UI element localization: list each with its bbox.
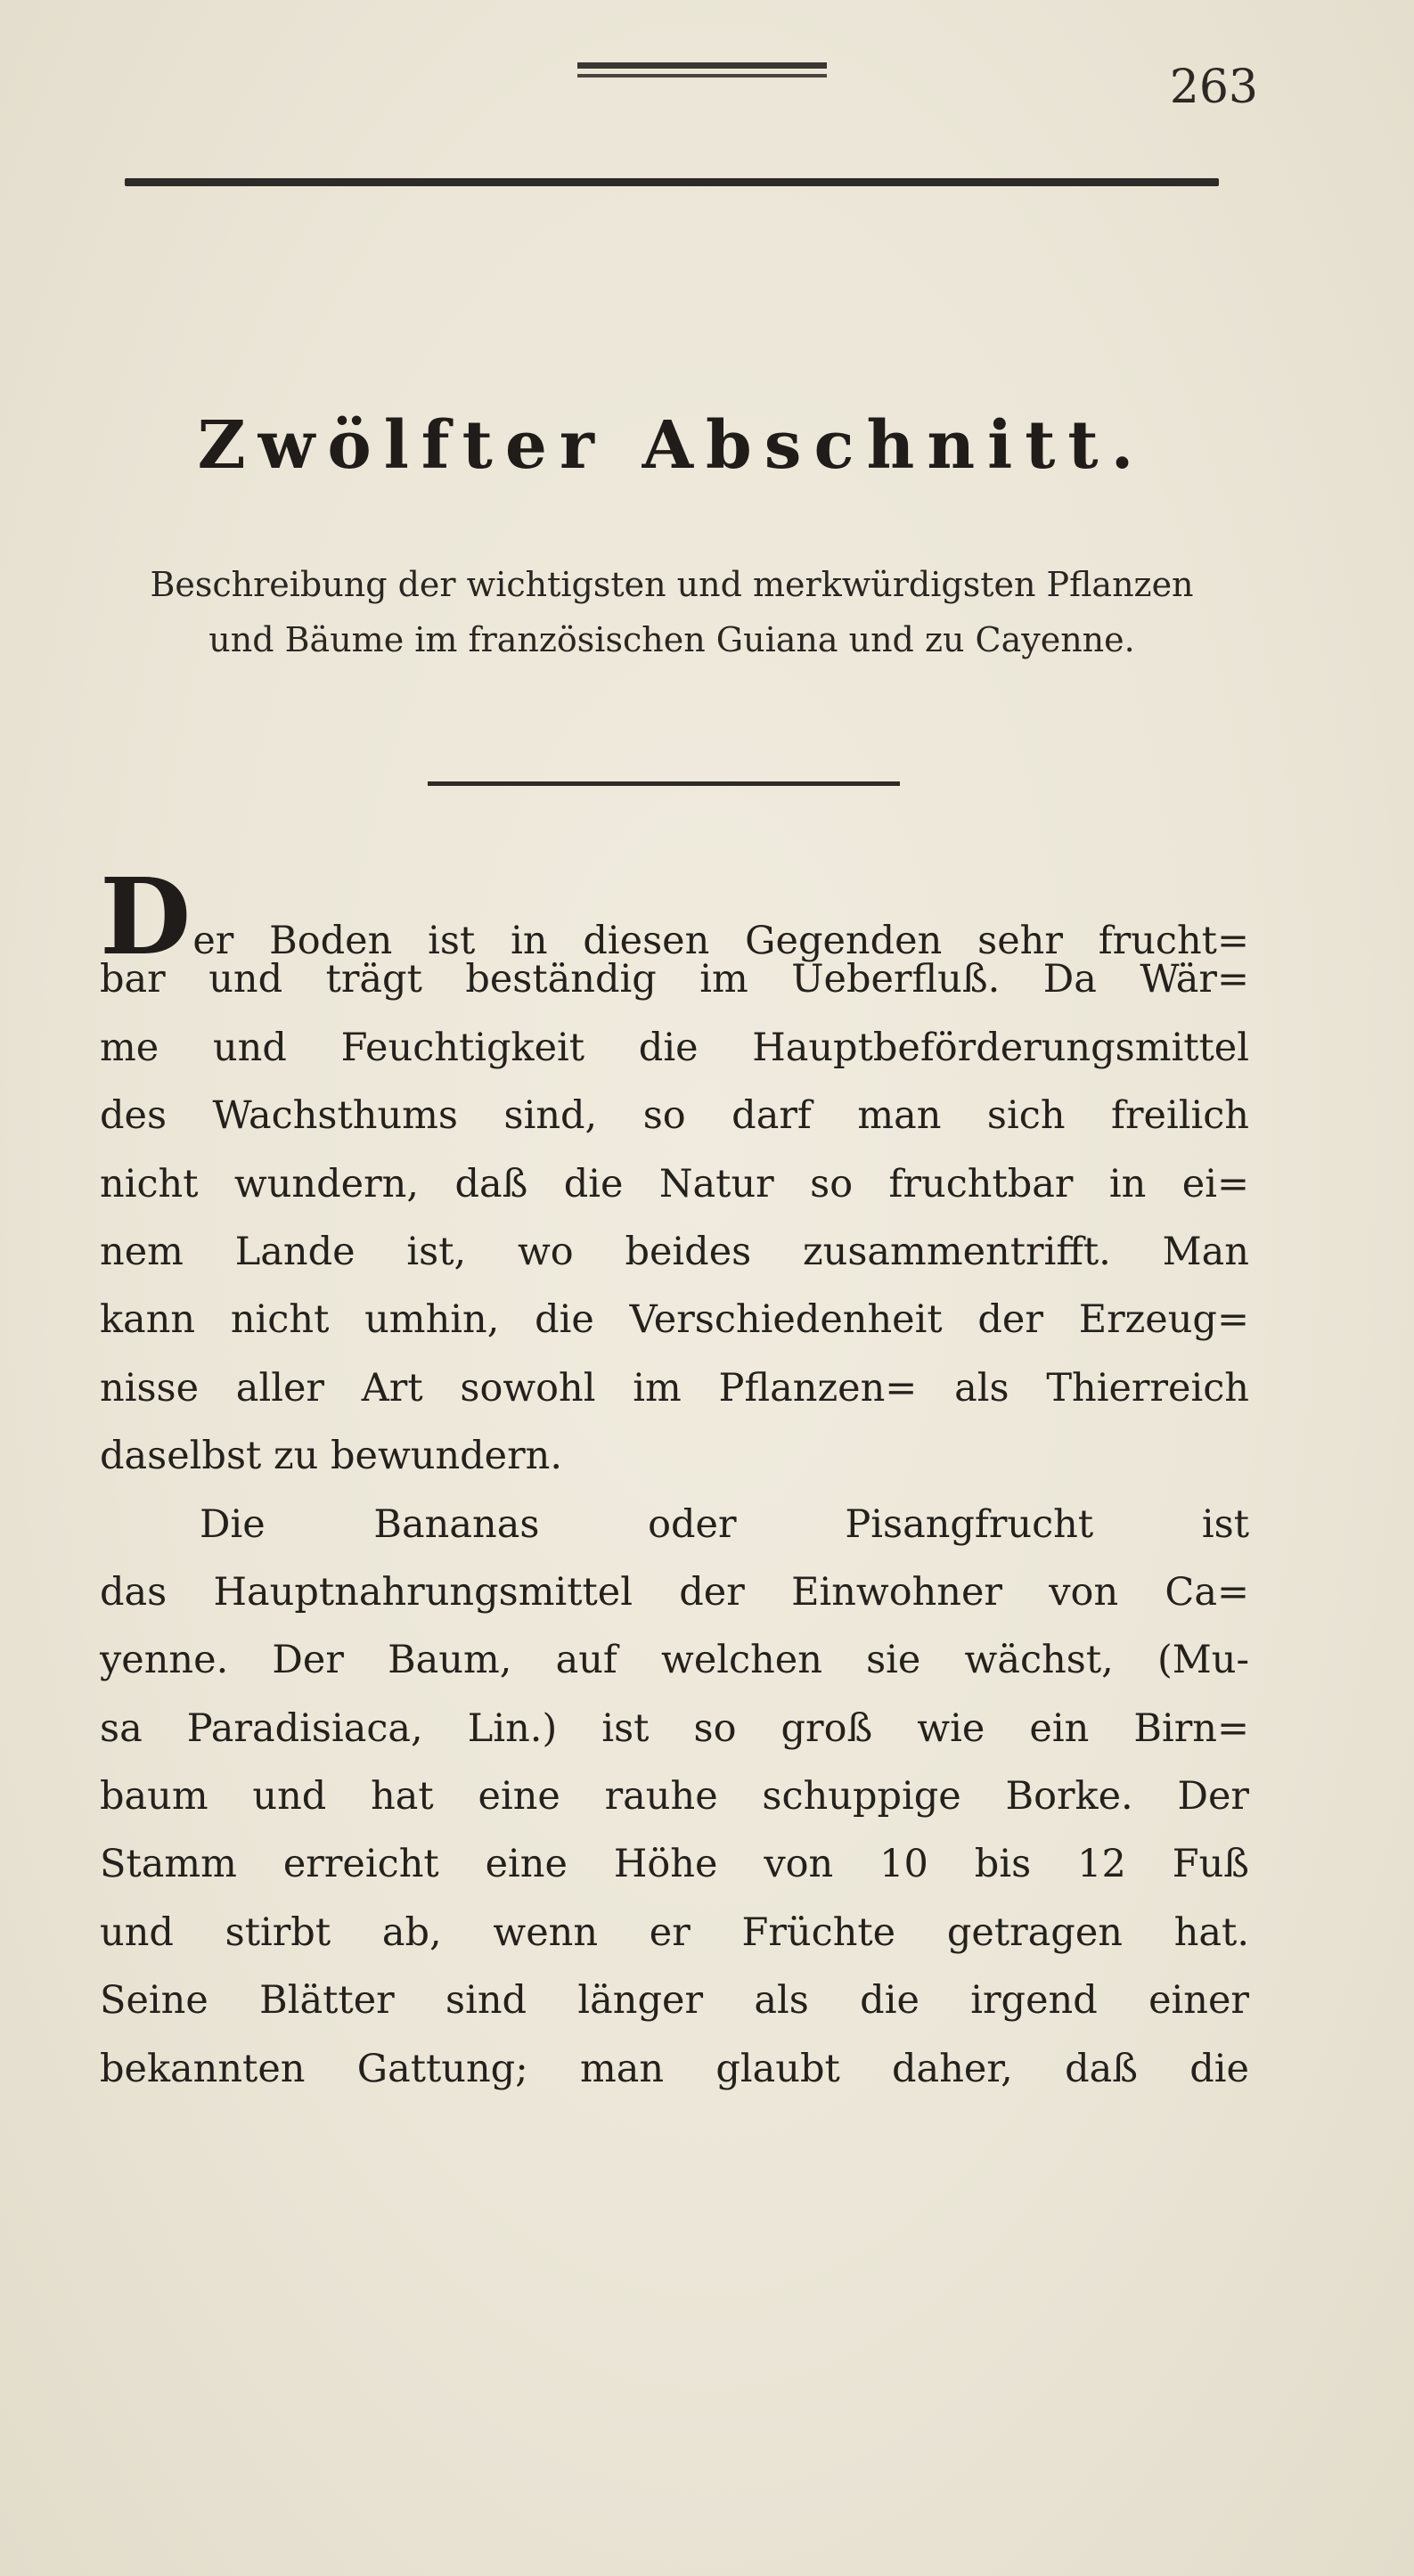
text-line: Seine Blätter sind länger als die irgend einer <box>100 1978 1249 2024</box>
chapter-title: Zwölfter Abschnitt. <box>197 407 1147 484</box>
text-line: nisse aller Art sowohl im Pflanzen= als Thierreich <box>100 1365 1249 1411</box>
text-line: me und Feuchtigkeit die Hauptbeförderungsmittel <box>100 1025 1249 1070</box>
chapter-subtitle <box>125 557 1219 667</box>
body-text <box>100 855 1249 2103</box>
text-line: bekannten Gattung; man glaubt daher, daß die <box>100 2046 1249 2091</box>
ornament-bar <box>577 74 827 78</box>
text-line: nicht wundern, daß die Natur so fruchtbar in ei= <box>100 1161 1249 1206</box>
text-line: baum und hat eine rauhe schuppige Borke. Der <box>100 1774 1249 1820</box>
subtitle-line: Beschreibung der wichtigsten und merkwürdigsten Pflanzen <box>150 565 1194 604</box>
subtitle-line: und Bäume im französischen Guiana und zu Cayenne. <box>208 620 1135 659</box>
text-line: bar und trägt beständig im Ueberfluß. Da Wär= <box>100 957 1249 1002</box>
text-line: Stamm erreicht eine Höhe von 10 bis 12 Fuß <box>100 1842 1249 1887</box>
section-divider <box>428 781 900 786</box>
text-line: des Wachsthums sind, so darf man sich freilich <box>100 1093 1249 1139</box>
page-number: 263 <box>1169 61 1258 114</box>
drop-cap: D <box>100 855 192 978</box>
text-line: kann nicht umhin, die Verschiedenheit der Erzeug= <box>100 1297 1249 1343</box>
paragraph-first-line <box>100 855 1249 978</box>
header-ornament <box>577 62 827 82</box>
text-line: yenne. Der Baum, auf welchen sie wächst, (Mu- <box>100 1638 1249 1683</box>
text-line: das Hauptnahrungsmittel der Einwohner von Ca= <box>100 1569 1249 1615</box>
ornament-bar <box>577 62 827 69</box>
text-line: sa Paradisiaca, Lin.) ist so groß wie ein Birn= <box>100 1705 1249 1751</box>
text-line: er Boden ist in diesen Gegenden sehr frucht= <box>192 919 1249 963</box>
text-line: und stirbt ab, wenn er Früchte getragen hat. <box>100 1910 1249 1955</box>
text-line: nem Lande ist, wo beides zusammentrifft. Man <box>100 1229 1249 1274</box>
header-rule <box>125 178 1219 186</box>
paragraph-first-line: Die Bananas oder Pisangfrucht ist <box>200 1501 1249 1547</box>
text-line: daselbst zu bewundern. <box>100 1434 563 1479</box>
